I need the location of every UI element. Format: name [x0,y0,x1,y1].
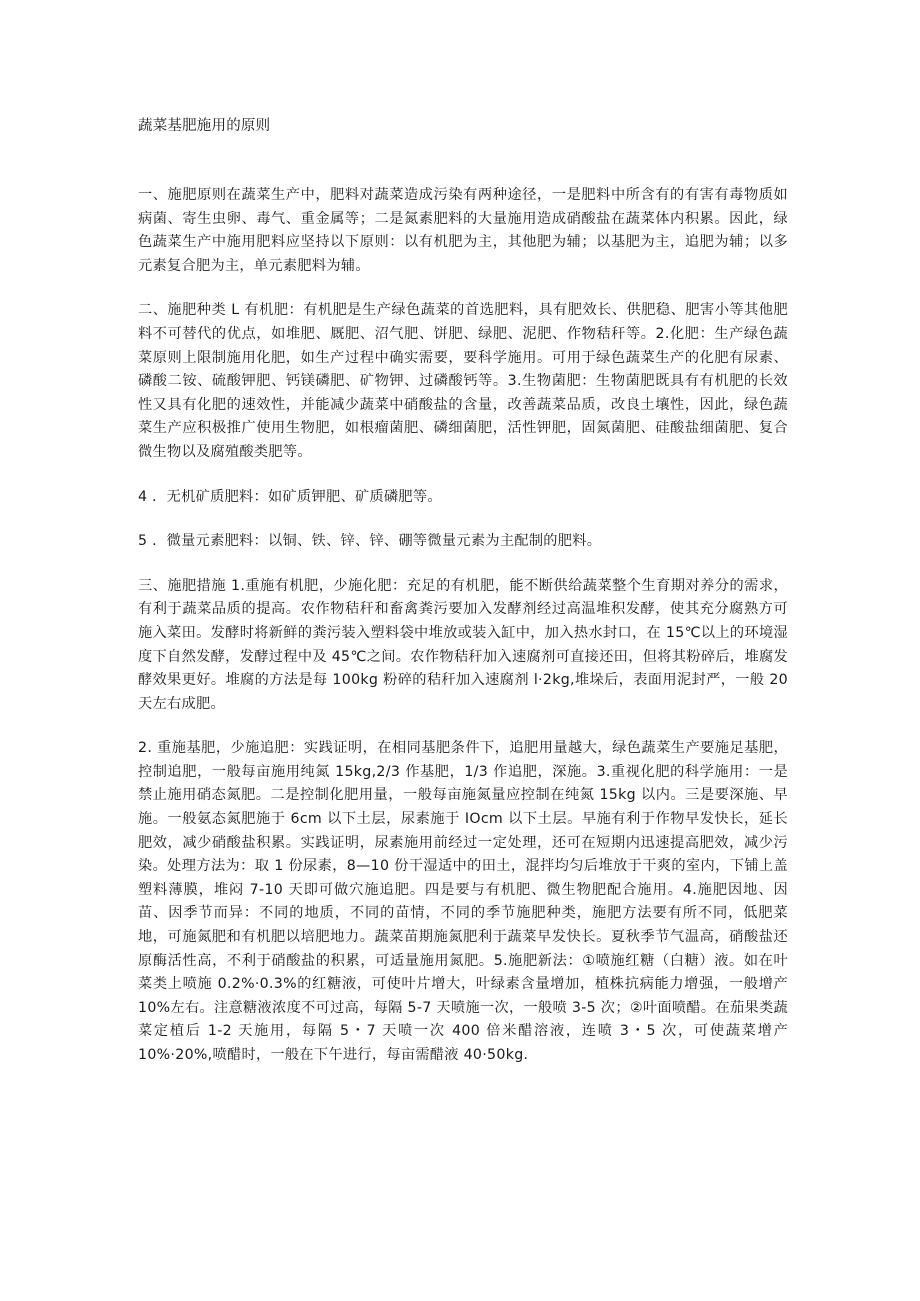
paragraph-measures: 三、施肥措施 1.重施有机肥，少施化肥：充足的有机肥，能不断供给蔬菜整个生育期对养分的需求，有利于蔬菜品质的提高。农作物秸秆和畜禽粪污要加入发酵剂经过高温堆积发酵，使其充分腐熟方可施入菜田。发酵时将新鲜的粪污装入塑料袋中堆放或装入缸中，加入热水封口，在 15℃以上的环境湿度下自然发酵，发酵过程中及 45℃之间。农作物秸秆加入速腐剂可直接还田，但将其粉碎后，堆腐发酵效果更好。堆腐的方法是每 100kg 粉碎的秸秆加入速腐剂 l·2kg,堆垛后，表面用泥封严，一般 20 天左右成肥。 [138,577,788,712]
paragraph-trace-elements: 5 ．微量元素肥料：以铜、铁、锌、锌、硼等微量元素为主配制的肥料。 [138,533,602,550]
paragraph-fertilizer-types: 二、施肥种类 L 有机肥：有机肥是生产绿色蔬菜的首选肥料，具有肥效长、供肥稳、肥害小等其他肥料不可替代的优点，如堆肥、厩肥、沼气肥、饼肥、绿肥、泥肥、作物秸秆等。2.化肥：生产绿色蔬菜原则上限制施用化肥，如生产过程中确实需要，要科学施用。可用于绿色蔬菜生产的化肥有尿素、磷酸二铵、硫酸钾肥、钙镁磷肥、矿物钾、过磷酸钙等。3.生物菌肥：生物菌肥既具有有机肥的长效性又具有化肥的速效性，并能减少蔬菜中硝酸盐的含量，改善蔬菜品质，改良土壤性，因此，绿色蔬菜生产应积极推广使用生物肥，如根瘤菌肥、磷细菌肥，活性钾肥，固氮菌肥、硅酸盐细菌肥、复合微生物以及腐殖酸类肥等。 [138,302,788,460]
paragraph-base-fertilizer: 2. 重施基肥，少施追肥：实践证明，在相同基肥条件下，追肥用量越大，绿色蔬菜生产要施足基肥，控制追肥，一般每亩施用纯氮 15kg,2/3 作基肥，1/3 作追肥，深施。3.重视化肥的科学施用：一是禁止施用硝态氮肥。二是控制化肥用量，一般每亩施氮量应控制在纯氮 15kg 以内。三是要深施、早施。一般氨态氮肥施于 6cm 以下土层，尿素施于 IOcm 以下土层。早施有利于作物早发快长，延长肥效，减少硝酸盐积累。实践证明，尿素施用前经过一定处理，还可在短期内迅速提高肥效，减少污染。处理方法为：取 1 份尿素，8—10 份干湿适中的田土，混拌均匀后堆放于干爽的室内，下铺上盖塑料薄膜，堆闷 7-10 天即可做穴施追肥。四是要与有机肥、微生物肥配合施用。4.施肥因地、因苗、因季节而异：不同的地质，不同的苗情，不同的季节施肥种类，施肥方法要有所不同，低肥菜地，可施氮肥和有机肥以培肥地力。蔬菜苗期施氮肥利于蔬菜早发快长。夏秋季节气温高，硝酸盐还原酶活性高，不利于硝酸盐的积累，可适量施用氮肥。5.施肥新法：①喷施红糖（白糖）液。如在叶菜类上喷施 0.2%·0.3%的红糖液，可使叶片增大，叶绿素含量增加，植株抗病能力增强，一般增产 10%左右。注意糖液浓度不可过高，每隔 5-7 天喷施一次，一般喷 3-5 次；②叶面喷醋。在茄果类蔬菜定植后 1-2 天施用，每隔 5・7 天喷一次 400 倍米醋溶液，连喷 3・5 次，可使蔬菜增产 10%·20%,喷醋时，一般在下午进行，每亩需醋液 40·50kg. [138,740,788,1063]
document-title: 蔬菜基肥施用的原则 [138,118,271,134]
document-body [138,114,788,1089]
paragraph-principles: 一、施肥原则在蔬菜生产中，肥料对蔬菜造成污染有两种途径，一是肥料中所含有的有害有毒物质如病菌、寄生虫卵、毒气、重金属等；二是氮素肥料的大量施用造成硝酸盐在蔬菜体内积累。因此，绿色蔬菜生产中施用肥料应坚持以下原则：以有机肥为主，其他肥为辅；以基肥为主，追肥为辅；以多元素复合肥为主，单元素肥料为辅。 [138,187,788,274]
paragraph-inorganic-mineral: 4 ．无机矿质肥料：如矿质钾肥、矿质磷肥等。 [138,488,442,505]
